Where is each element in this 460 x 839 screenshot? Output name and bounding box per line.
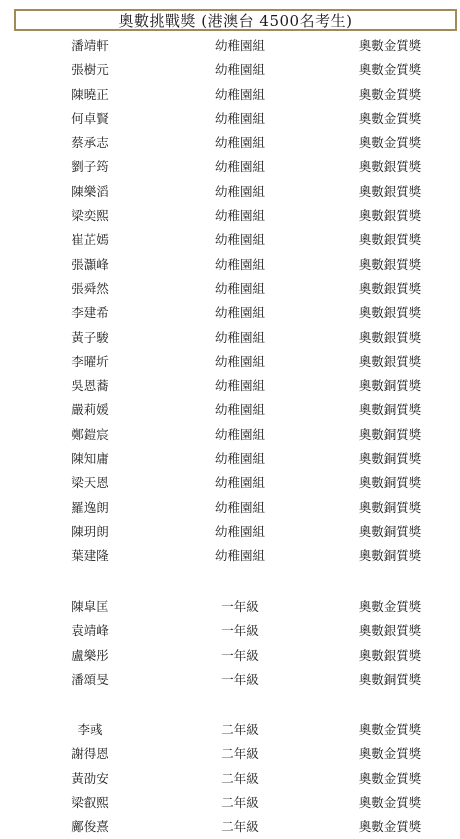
grade-label: 幼稚園組: [214, 256, 266, 272]
grade-1-section: [0, 595, 460, 692]
award-label: 奧數銀質獎: [358, 280, 422, 296]
student-name: 潘頌旻: [71, 671, 109, 687]
student-name: 鄭鎧宸: [71, 426, 109, 442]
table-row: [0, 471, 460, 495]
student-name: 嚴莉媛: [71, 402, 109, 418]
grade-label: 一年級: [221, 623, 259, 639]
grade-label: 一年級: [221, 599, 259, 614]
award-label: 奧數銀質獎: [358, 329, 422, 345]
table-row: [0, 326, 460, 350]
table-row: [0, 301, 460, 325]
award-label: 奧數金質獎: [358, 86, 422, 102]
award-label: 奧數金質獎: [358, 38, 422, 53]
student-name: 潘靖軒: [71, 38, 109, 53]
table-row: [0, 180, 460, 204]
page-title: 奧數挑戰獎 (港澳台 4500名考生): [14, 9, 457, 31]
student-name: 葉建隆: [71, 548, 109, 564]
table-row: [0, 350, 460, 374]
grade-label: 幼稚園組: [214, 499, 266, 515]
table-row: [0, 791, 460, 815]
award-label: 奧數銀質獎: [358, 159, 422, 175]
student-name: 鄺俊熹: [71, 819, 109, 835]
grade-label: 幼稚園組: [214, 548, 266, 564]
grade-label: 幼稚園組: [214, 329, 266, 345]
table-row: [0, 253, 460, 277]
award-label: 奧數金質獎: [358, 599, 422, 614]
grade-label: 幼稚園組: [214, 208, 266, 224]
table-row: [0, 496, 460, 520]
student-name: 袁靖峰: [71, 623, 109, 639]
grade-label: 幼稚園組: [214, 451, 266, 467]
student-name: 劉子筠: [71, 159, 109, 175]
student-name: 張樹元: [71, 62, 109, 78]
award-label: 奧數銀質獎: [358, 208, 422, 224]
award-label: 奧數金質獎: [358, 770, 422, 786]
table-row: [0, 423, 460, 447]
award-label: 奧數金質獎: [358, 819, 422, 835]
student-name: 梁叡熙: [71, 794, 109, 810]
student-name: 陳皐匡: [71, 599, 109, 614]
table-row: [0, 668, 460, 692]
student-name: 李曜圻: [71, 353, 109, 369]
grade-label: 幼稚園組: [214, 38, 266, 53]
grade-label: 幼稚園組: [214, 353, 266, 369]
award-label: 奧數銀質獎: [358, 353, 422, 369]
award-label: 奧數銅質獎: [358, 671, 422, 687]
student-name: 蔡承志: [71, 135, 109, 151]
student-name: 梁天恩: [71, 475, 109, 491]
grade-label: 一年級: [221, 647, 259, 663]
award-label: 奧數金質獎: [358, 110, 422, 126]
award-label: 奧數金質獎: [358, 794, 422, 810]
grade-label: 幼稚園組: [214, 86, 266, 102]
student-name: 張灝峰: [71, 256, 109, 272]
table-row: [0, 83, 460, 107]
student-name: 黃劭安: [71, 770, 109, 786]
student-name: 李彧: [77, 722, 103, 737]
table-row: [0, 131, 460, 155]
student-name: 陳玥朗: [71, 523, 109, 539]
award-label: 奧數銅質獎: [358, 523, 422, 539]
grade-label: 幼稚園組: [214, 62, 266, 78]
award-label: 奧數銅質獎: [358, 475, 422, 491]
grade-label: 幼稚園組: [214, 110, 266, 126]
grade-2-section: [0, 718, 460, 839]
table-row: [0, 228, 460, 252]
grade-label: 幼稚園組: [214, 426, 266, 442]
award-label: 奧數銅質獎: [358, 426, 422, 442]
student-name: 李建希: [71, 305, 109, 321]
grade-label: 幼稚園組: [214, 232, 266, 248]
award-label: 奧數銅質獎: [358, 402, 422, 418]
student-name: 陳曉正: [71, 86, 109, 102]
table-row: [0, 398, 460, 422]
award-label: 奧數銀質獎: [358, 305, 422, 321]
table-row: [0, 374, 460, 398]
table-row: [0, 718, 460, 742]
grade-label: 幼稚園組: [214, 183, 266, 199]
student-name: 羅逸朗: [71, 499, 109, 515]
table-row: [0, 204, 460, 228]
student-name: 何卓賢: [71, 110, 109, 126]
table-row: [0, 107, 460, 131]
award-label: 奧數銅質獎: [358, 451, 422, 467]
table-row: [0, 544, 460, 568]
student-name: 謝得恩: [71, 746, 109, 762]
table-row: [0, 767, 460, 791]
grade-label: 幼稚園組: [214, 135, 266, 151]
grade-label: 幼稚園組: [214, 378, 266, 394]
student-name: 陳知庸: [71, 451, 109, 467]
award-label: 奧數銀質獎: [358, 183, 422, 199]
award-label: 奧數金質獎: [358, 62, 422, 78]
student-name: 陳樂滔: [71, 183, 109, 199]
award-label: 奧數金質獎: [358, 746, 422, 762]
student-name: 梁奕熙: [71, 208, 109, 224]
grade-label: 幼稚園組: [214, 402, 266, 418]
student-name: 黃子駿: [71, 329, 109, 345]
grade-label: 二年級: [221, 794, 259, 810]
award-label: 奧數銅質獎: [358, 548, 422, 564]
grade-label: 二年級: [221, 746, 259, 762]
table-row: [0, 34, 460, 58]
table-row: [0, 619, 460, 643]
table-row: [0, 644, 460, 668]
table-row: [0, 58, 460, 82]
grade-label: 一年級: [221, 671, 259, 687]
award-label: 奧數銅質獎: [358, 499, 422, 515]
grade-label: 二年級: [221, 819, 259, 835]
award-label: 奧數金質獎: [358, 135, 422, 151]
table-row: [0, 595, 460, 619]
grade-label: 幼稚園組: [214, 280, 266, 296]
table-row: [0, 447, 460, 471]
table-row: [0, 742, 460, 766]
grade-label: 幼稚園組: [214, 523, 266, 539]
grade-label: 二年級: [221, 770, 259, 786]
award-label: 奧數銀質獎: [358, 623, 422, 639]
grade-label: 幼稚園組: [214, 159, 266, 175]
grade-label: 二年級: [221, 722, 259, 737]
table-row: [0, 520, 460, 544]
student-name: 吳恩蕎: [71, 378, 109, 394]
grade-label: 幼稚園組: [214, 305, 266, 321]
student-name: 崔芷嫣: [71, 232, 109, 248]
kindergarten-section: [0, 34, 460, 569]
student-name: 張舜然: [71, 280, 109, 296]
award-label: 奧數銀質獎: [358, 256, 422, 272]
award-label: 奧數銀質獎: [358, 647, 422, 663]
table-row: [0, 815, 460, 839]
student-name: 盧樂彤: [71, 647, 109, 663]
table-row: [0, 277, 460, 301]
table-row: [0, 155, 460, 179]
award-label: 奧數金質獎: [358, 722, 422, 737]
award-label: 奧數銅質獎: [358, 378, 422, 394]
award-label: 奧數銀質獎: [358, 232, 422, 248]
grade-label: 幼稚園組: [214, 475, 266, 491]
